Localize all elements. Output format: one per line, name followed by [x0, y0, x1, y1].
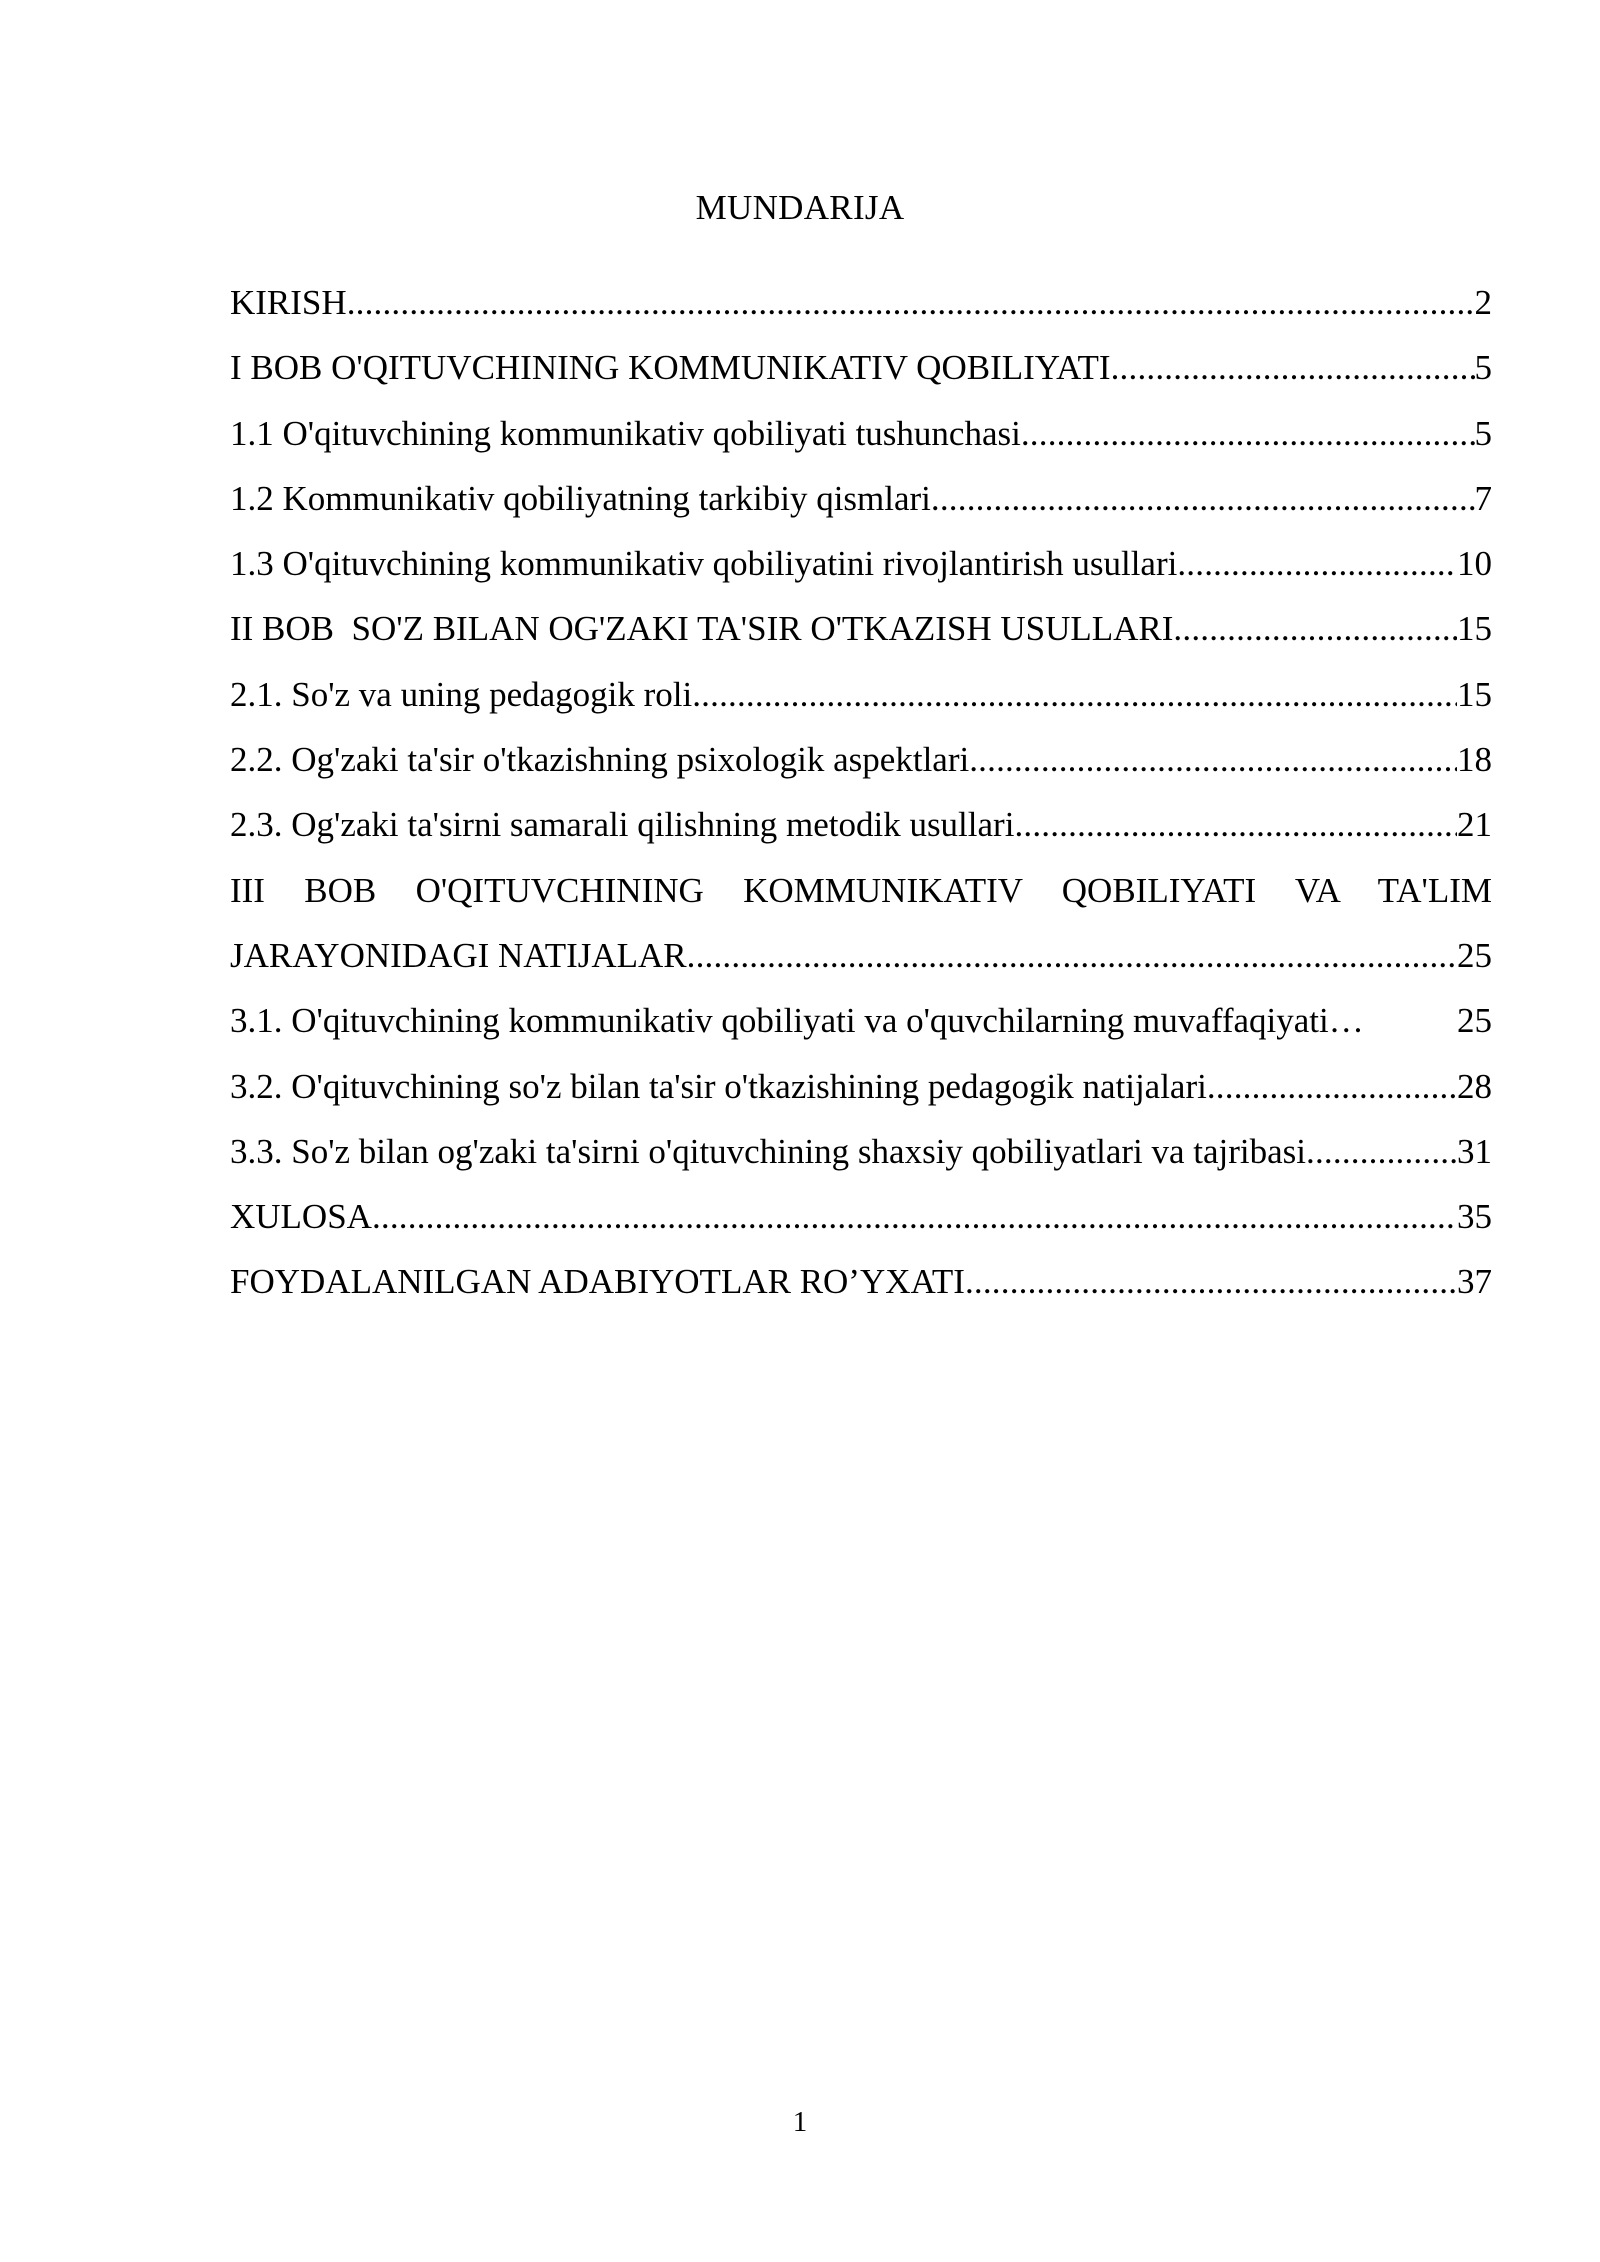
toc-dot-leader — [931, 466, 1475, 531]
toc-page-number: 25 — [1457, 1001, 1492, 1041]
toc-dot-leader — [965, 1249, 1457, 1314]
toc-page-number: 28 — [1457, 1066, 1492, 1106]
toc-page-number: 35 — [1457, 1197, 1492, 1237]
toc-dot-leader — [1173, 596, 1457, 661]
toc-entry-title: I BOB O'QITUVCHINING KOMMUNIKATIV QOBILIYATI — [230, 348, 1111, 388]
toc-entry-title: 1.1 O'qituvchining kommunikativ qobiliyati tushunchasi — [230, 413, 1021, 453]
toc-entry-section-2-1[interactable] — [230, 662, 1492, 727]
toc-entry-chapter-1[interactable] — [230, 335, 1492, 400]
toc-entry-section-2-3[interactable] — [230, 792, 1492, 857]
toc-entry-chapter-3-line-1[interactable] — [230, 858, 1492, 923]
toc-dot-leader — [1329, 988, 1457, 1053]
page-number: 1 — [792, 2106, 808, 2138]
toc-dot-leader — [1207, 1054, 1457, 1119]
toc-entry-title: JARAYONIDAGI NATIJALAR — [230, 935, 687, 975]
toc-dot-leader — [692, 662, 1457, 727]
toc-dot-leader — [1014, 792, 1457, 857]
toc-entry-title: 2.1. So'z va uning pedagogik roli — [230, 674, 693, 714]
toc-dot-leader — [372, 1184, 1457, 1249]
toc-dot-leader — [1306, 1119, 1457, 1184]
toc-page-number: 21 — [1457, 805, 1492, 845]
toc-entry-references[interactable] — [230, 1249, 1492, 1314]
toc-page-number: 15 — [1457, 674, 1492, 714]
toc-entry-title: 3.1. O'qituvchining kommunikativ qobiliyati va o'quvchilarning muvaffaqiyati — [230, 1001, 1329, 1041]
toc-entry-title: XULOSA — [230, 1197, 372, 1237]
toc-entry-title: FOYDALANILGAN ADABIYOTLAR RO’YXATI — [230, 1262, 965, 1302]
toc-page-number: 10 — [1457, 544, 1492, 584]
toc-dot-leader — [969, 727, 1457, 792]
toc-dot-leader — [687, 923, 1457, 988]
toc-entry-section-3-2[interactable] — [230, 1054, 1492, 1119]
toc-entry-title: 3.2. O'qituvchining so'z bilan ta'sir o'tkazishining pedagogik natijalari — [230, 1066, 1207, 1106]
toc-entry-title: 2.2. Og'zaki ta'sir o'tkazishning psixologik aspektlari — [230, 740, 970, 780]
toc-entry-title: II BOB SO'Z BILAN OG'ZAKI TA'SIR O'TKAZISH USULLARI — [230, 609, 1174, 649]
toc-entry-chapter-2[interactable] — [230, 596, 1492, 661]
toc-entry-section-3-1[interactable] — [230, 988, 1492, 1053]
toc-entry-xulosa[interactable] — [230, 1184, 1492, 1249]
toc-page-number: 15 — [1457, 609, 1492, 649]
toc-page-number: 25 — [1457, 935, 1492, 975]
toc-entry-title: 2.3. Og'zaki ta'sirni samarali qilishning metodik usullari — [230, 805, 1015, 845]
toc-dot-leader — [1111, 335, 1475, 400]
toc-entry-kirish[interactable] — [230, 270, 1492, 335]
toc-entry-section-3-3[interactable] — [230, 1119, 1492, 1184]
toc-entry-title: 3.3. So'z bilan og'zaki ta'sirni o'qituvchining shaxsiy qobiliyatlari va tajribasi — [230, 1131, 1307, 1171]
toc-page-number: 2 — [1474, 283, 1492, 322]
toc-entry-title-line-1: III BOB O'QITUVCHINING KOMMUNIKATIV QOBILIYATI VA TA'LIM — [230, 870, 1492, 910]
toc-page-number: 5 — [1474, 348, 1492, 388]
toc-entry-section-2-2[interactable] — [230, 727, 1492, 792]
toc-page-number: 37 — [1457, 1262, 1492, 1302]
toc-entry-title: KIRISH — [230, 283, 347, 322]
toc-entry-section-1-3[interactable] — [230, 531, 1492, 596]
toc-entry-section-1-1[interactable] — [230, 401, 1492, 466]
toc-page-number: 18 — [1457, 740, 1492, 780]
toc-dot-leader — [1177, 531, 1457, 596]
page-title: MUNDARIJA — [695, 188, 905, 227]
toc-page-number: 31 — [1457, 1131, 1492, 1171]
table-of-contents — [230, 270, 1492, 1315]
toc-dot-leader — [347, 270, 1475, 335]
toc-entry-title: 1.2 Kommunikativ qobiliyatning tarkibiy qismlari — [230, 478, 931, 518]
toc-entry-chapter-3[interactable] — [230, 923, 1492, 988]
toc-dot-leader — [1021, 401, 1475, 466]
toc-entry-section-1-2[interactable] — [230, 466, 1492, 531]
toc-page-number: 7 — [1474, 478, 1492, 518]
toc-entry-title: 1.3 O'qituvchining kommunikativ qobiliyatini rivojlantirish usullari — [230, 544, 1178, 584]
toc-page-number: 5 — [1474, 413, 1492, 453]
